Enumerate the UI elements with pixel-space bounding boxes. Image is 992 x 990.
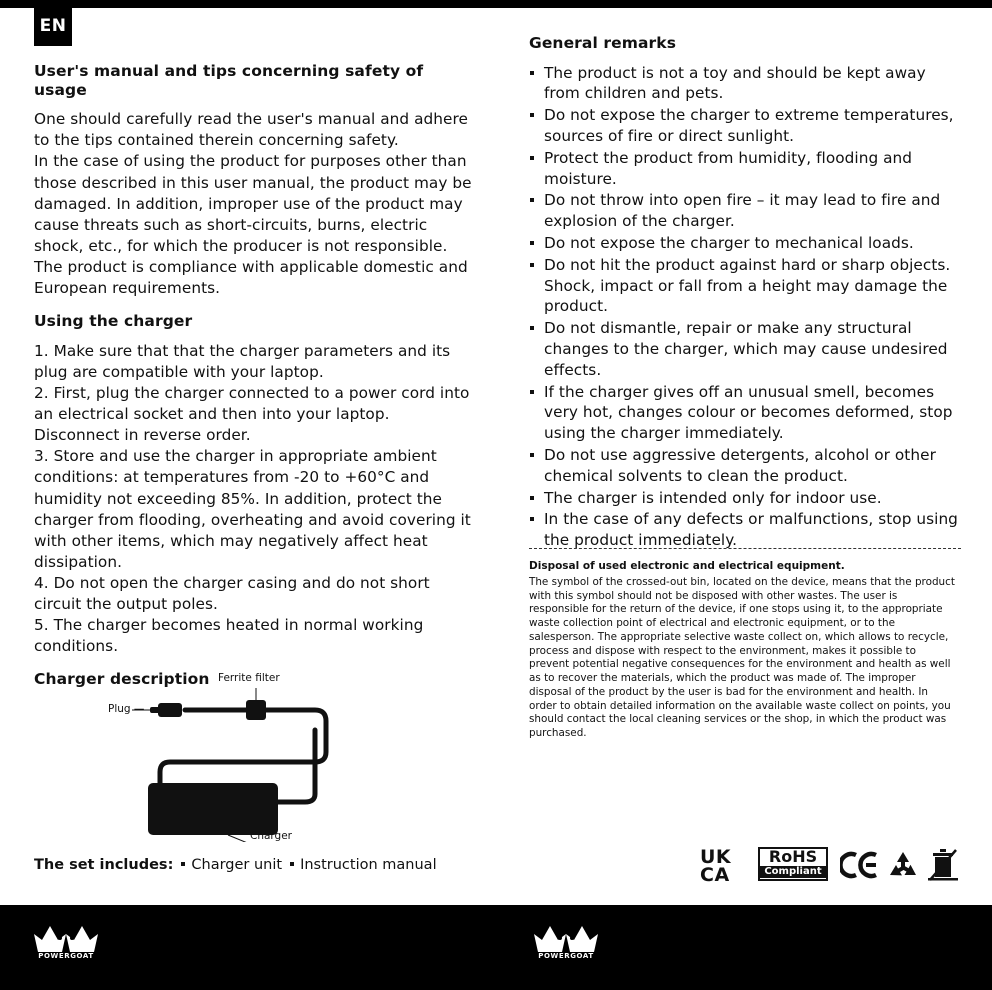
charger-diagram-svg [110,672,390,842]
manual-paragraph: One should carefully read the user's manual and adhere to the tips contained therein concerning safety. [34,110,468,150]
list-item: If the charger gives off an unusual smell, becomes very hot, changes colour or becomes deformed, stop using the charger immediately. [529,382,961,444]
certification-icons [700,845,962,891]
list-item: The charger is intended only for indoor use. [529,488,961,509]
rohs-icon: RoHS Compliant [758,847,828,881]
list-item: Do not expose the charger to extreme temperatures, sources of fire or direct sunlight. [529,105,961,147]
general-remarks-list [529,63,961,551]
disposal-body: The symbol of the crossed-out bin, located on the device, means that the product with this symbol should not be disposed with other wastes. The user is responsible for the return of the device, if one stops using it, to the appropriate waste collection point of electrical and electronic equipment, or to the salesperson. The appropriate selective waste collect on, which allows to recycle, process and dispose with respect to the environment, makes it possible to prevent potential negative consequences for the environment and health as well as to recover the materials, which the product was made of. The improper disposal of the product by the user is bad for the environment and health. In order to obtain detailed information on the available waste collect on points, you should contact the local cleaning services or the shop, in which the product was purchased. [529,576,955,740]
using-step: 5. The charger becomes heated in normal working conditions. [34,616,424,656]
list-item: Do not use aggressive detergents, alcohol or other chemical solvents to clean the product. [529,445,961,487]
manual-paragraph: In the case of using the product for purposes other than those described in this user manual, the product may be damaged. In addition, improper use of the product may cause threats such as short-circuits, burns, electric shock, etc., for which the producer is not responsible. [34,152,472,255]
list-item: Do not throw into open fire – it may lead to fire and explosion of the charger. [529,190,961,232]
left-column [34,62,474,699]
manual-paragraph: The product is compliance with applicable domestic and European requirements. [34,257,468,298]
top-black-strip [0,0,992,8]
brand-logo [30,922,102,970]
disposal-block [529,560,959,741]
section-divider [529,548,961,549]
using-step: 2. First, plug the charger connected to a power cord into an electrical socket and then into your laptop. Disconnect in reverse order. [34,383,470,445]
bottom-black-band [0,905,992,990]
general-remarks-heading: General remarks [529,34,677,52]
list-item: Do not expose the charger to mechanical loads. [529,233,961,254]
brand-logo-text: POWERGOAT [538,952,594,960]
list-item: The product is not a toy and should be kept away from children and pets. [529,63,961,105]
set-includes-item: Instruction manual [300,857,437,873]
bullet-square-icon [181,862,185,866]
using-step: 3. Store and use the charger in appropriate ambient conditions: at temperatures from -20 to +60°C and humidity not exceeding 85%. In addition, protect the charger from flooding, overheating and avoid covering it with other items, which may negatively affect heat dissipation. [34,447,471,571]
right-column [529,34,961,552]
list-item: Protect the product from humidity, flooding and moisture. [529,148,961,190]
set-includes-label: The set includes: [34,857,174,873]
list-item: In the case of any defects or malfunctions, stop using the product immediately. [529,509,961,551]
list-item: Do not hit the product against hard or sharp objects. Shock, impact or fall from a height may damage the product. [529,255,961,317]
bullet-square-icon [290,862,294,866]
disposal-heading: Disposal of used electronic and electrical equipment. [529,560,845,572]
ukca-icon: UK CA [700,846,732,887]
ferrite-filter-label: Ferrite filter [218,672,280,684]
set-includes-item: Charger unit [191,857,283,873]
using-charger-steps [34,341,474,658]
charger-label: Charger [250,830,292,842]
brand-logo-text: POWERGOAT [38,952,94,960]
language-badge: EN [34,6,72,46]
using-step: 1. Make sure that that the charger parameters and its plug are compatible with your laptop. [34,341,451,381]
using-step: 4. Do not open the charger casing and do not short circuit the output poles. [34,573,430,614]
ce-mark-icon [840,851,880,883]
brand-logo [530,922,602,970]
plug-label: Plug — [108,703,145,715]
charger-diagram [110,672,390,842]
manual-paragraph-group [34,109,474,299]
crossed-out-bin-icon [928,847,958,887]
manual-heading: User's manual and tips concerning safety of usage [34,62,424,99]
list-item: Do not dismantle, repair or make any structural changes to the charger, which may cause undesired effects. [529,318,961,380]
charger-description-heading: Charger description [34,670,210,689]
recycle-icon [886,849,920,885]
set-includes-line [34,857,437,873]
using-charger-heading: Using the charger [34,312,193,331]
